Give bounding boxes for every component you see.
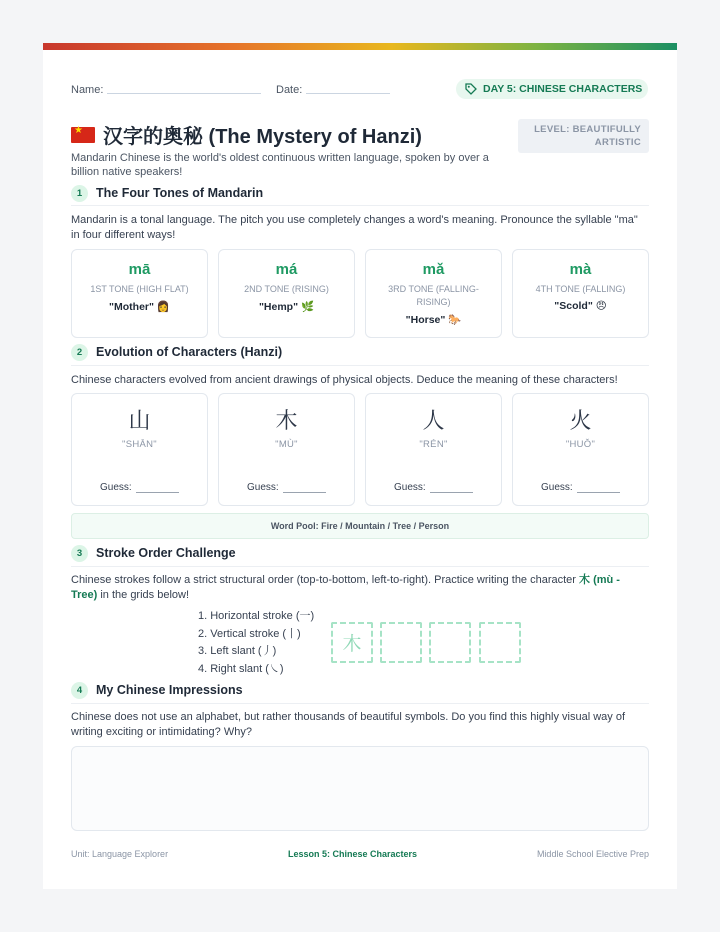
section-3-header	[71, 544, 236, 562]
hanzi-card	[218, 393, 355, 506]
hanzi-card	[512, 393, 649, 506]
section-1-description: Mandarin is a tonal language. The pitch you use completely changes a word's meaning. Pronounce the syllable "ma" in four different ways!	[71, 214, 638, 241]
tone-syllable: mā	[128, 261, 151, 278]
tone-card	[365, 249, 502, 338]
stroke-step: 1. Horizontal stroke (一)	[198, 610, 315, 622]
stroke-step: 3. Left slant (丿)	[198, 645, 277, 658]
section-number: 4	[71, 682, 88, 699]
highlight-character: 木 (mù - Tree)	[71, 574, 620, 601]
name-label: Name:	[71, 84, 104, 96]
name-field[interactable]	[107, 93, 261, 94]
guess-row	[541, 482, 620, 493]
section-4-description: Chinese does not use an alphabet, but rather thousands of beautiful symbols. Do you find this highly visual way of writing exciting or intimidating? Why?	[71, 711, 626, 738]
section-divider	[71, 365, 649, 366]
section-number: 3	[71, 545, 88, 562]
section-number: 2	[71, 344, 88, 361]
section-divider	[71, 566, 649, 567]
practice-grid[interactable]	[429, 622, 471, 663]
practice-grid-guide[interactable]	[331, 622, 373, 663]
hanzi-character: 山	[128, 408, 151, 433]
guess-field[interactable]	[136, 484, 179, 493]
tone-card	[218, 249, 355, 338]
practice-grid[interactable]	[380, 622, 422, 663]
stroke-step: 4. Right slant (㇏)	[198, 663, 284, 676]
footer-lesson: Lesson 5: Chinese Characters	[288, 849, 418, 859]
tone-card	[71, 249, 208, 338]
tone-card	[512, 249, 649, 338]
tone-meaning: "Scold" 😠	[554, 300, 607, 312]
section-divider	[71, 703, 649, 704]
section-3-description	[71, 573, 649, 602]
guess-field[interactable]	[577, 484, 620, 493]
stroke-steps	[198, 608, 314, 679]
hanzi-pinyin: "SHĀN"	[122, 439, 157, 450]
tone-name: 1ST TONE (HIGH FLAT)	[90, 284, 189, 294]
tone-name: 4TH TONE (FALLING)	[535, 284, 626, 294]
practice-grid[interactable]	[479, 622, 521, 663]
section-number: 1	[71, 185, 88, 202]
page-title-text: 汉字的奥秘 (The Mystery of Hanzi)	[103, 126, 422, 148]
hanzi-card	[365, 393, 502, 506]
tag-icon	[465, 83, 477, 95]
intro-text: Mandarin Chinese is the world's oldest continuous written language, spoken by over a billion native speakers!	[71, 152, 489, 178]
guess-label: Guess:	[247, 482, 279, 493]
hanzi-pinyin: "HUǑ"	[565, 439, 596, 450]
guess-row	[100, 482, 179, 493]
section-title: The Four Tones of Mandarin	[96, 186, 264, 200]
tone-meaning: "Mother" 👩	[109, 301, 170, 313]
guess-row	[247, 482, 326, 493]
hanzi-pinyin: "RÉN"	[419, 439, 448, 450]
top-gradient-bar	[43, 43, 677, 50]
hanzi-character: 木	[275, 408, 298, 433]
description-prefix: Chinese strokes follow a strict structural order (top-to-bottom, left-to-right). Practice writing the character	[71, 574, 580, 586]
guess-field[interactable]	[430, 484, 473, 493]
tone-syllable: mà	[569, 261, 592, 278]
word-pool: Word Pool: Fire / Mountain / Tree / Person	[71, 513, 649, 539]
tone-name: 3RD TONE (FALLING-RISING)	[388, 284, 479, 307]
date-label: Date:	[276, 84, 303, 96]
footer-unit: Unit: Language Explorer	[71, 849, 169, 859]
tone-meaning: "Horse" 🐎	[405, 314, 462, 326]
level-badge: LEVEL: BEAUTIFULLY ARTISTIC	[518, 119, 649, 153]
section-divider	[71, 205, 649, 206]
china-flag-icon	[71, 127, 95, 143]
stroke-step: 2. Vertical stroke (丨)	[198, 627, 301, 640]
date-field[interactable]	[306, 93, 390, 94]
section-4-header	[71, 681, 243, 699]
section-2-header	[71, 343, 282, 361]
guess-label: Guess:	[394, 482, 426, 493]
day-badge	[456, 79, 648, 99]
section-title: Evolution of Characters (Hanzi)	[96, 345, 283, 359]
tone-syllable: má	[275, 261, 298, 278]
day-badge-text: DAY 5: CHINESE CHARACTERS	[483, 83, 643, 95]
section-title: Stroke Order Challenge	[96, 546, 236, 560]
description-suffix: in the grids below!	[97, 588, 190, 601]
tone-meaning: "Hemp" 🌿	[258, 301, 315, 313]
footer-course: Middle School Elective Prep	[536, 849, 649, 859]
guess-row	[394, 482, 473, 493]
guess-field[interactable]	[283, 484, 326, 493]
answer-textarea[interactable]	[71, 746, 649, 831]
section-1-header	[71, 184, 263, 202]
guess-label: Guess:	[100, 482, 132, 493]
section-title: My Chinese Impressions	[96, 683, 243, 697]
hanzi-card	[71, 393, 208, 506]
tone-syllable: mǎ	[422, 261, 445, 278]
hanzi-character: 人	[422, 408, 445, 433]
hanzi-character: 火	[569, 408, 592, 433]
tone-name: 2ND TONE (RISING)	[244, 284, 329, 294]
hanzi-pinyin: "MÙ"	[275, 439, 298, 450]
page-title	[71, 120, 422, 149]
guide-character: 木	[342, 634, 362, 655]
guess-label: Guess:	[541, 482, 573, 493]
section-2-description: Chinese characters evolved from ancient drawings of physical objects. Deduce the meaning of these characters!	[71, 374, 618, 386]
worksheet-page	[43, 43, 677, 889]
